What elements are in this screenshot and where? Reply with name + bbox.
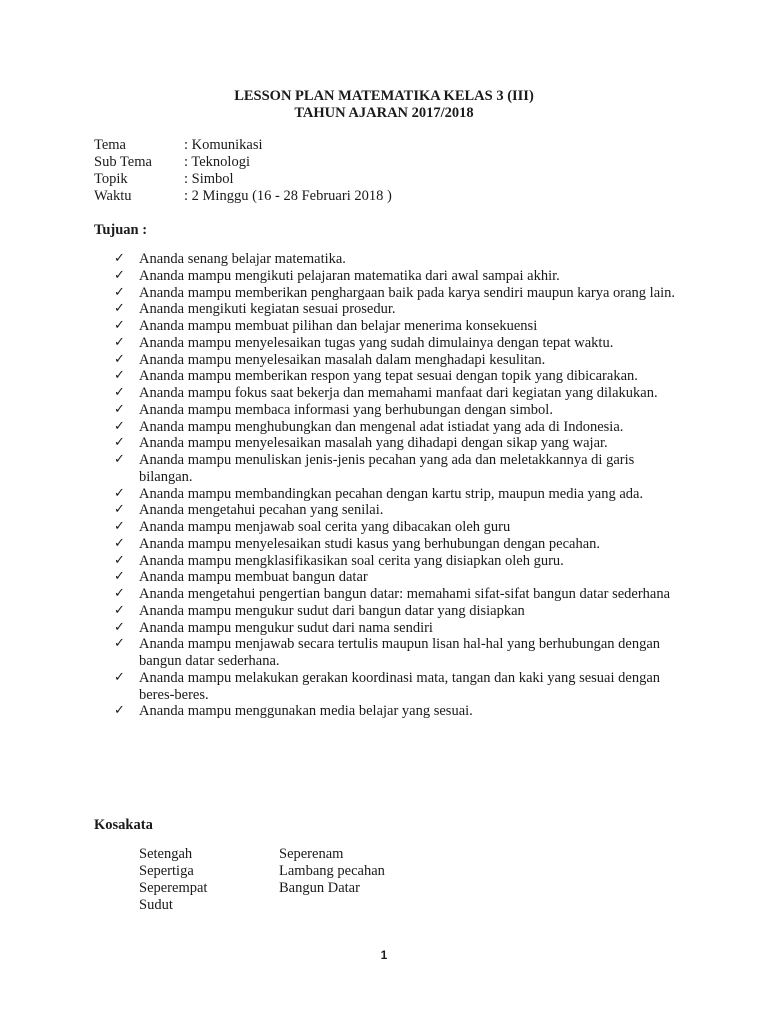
goal-item — [94, 502, 684, 519]
vocab-term: Bangun Datar — [279, 880, 360, 896]
goal-item — [94, 435, 684, 452]
goal-text: Ananda mampu menyelesaikan masalah dalam menghadapi kesulitan. — [139, 351, 546, 368]
tujuan-heading: Tujuan : — [94, 222, 148, 238]
meta-value: : Simbol — [184, 171, 234, 187]
checkmark-icon: ✓ — [114, 368, 125, 384]
checkmark-icon: ✓ — [114, 267, 125, 283]
goal-text: Ananda mampu menjawab secara tertulis maupun lisan hal-hal yang berhubungan dengan bangun datar sederhana. — [139, 636, 661, 669]
goal-item — [94, 318, 684, 335]
vocab-term: Sepertiga — [139, 863, 194, 879]
goal-text: Ananda mampu mengukur sudut dari bangun datar yang disiapkan — [139, 602, 525, 619]
goal-item — [94, 636, 684, 670]
goal-text: Ananda mengikuti kegiatan sesuai prosedur. — [139, 301, 396, 318]
goal-item — [94, 268, 684, 285]
goal-text: Ananda mampu mengukur sudut dari nama sendiri — [139, 619, 433, 636]
goal-text: Ananda mampu menjawab soal cerita yang dibacakan oleh guru — [139, 519, 511, 535]
meta-row-sub-tema — [94, 154, 392, 171]
checkmark-icon: ✓ — [114, 334, 125, 350]
meta-value: : Komunikasi — [184, 137, 263, 153]
goal-item — [94, 368, 684, 385]
goal-item — [94, 335, 684, 352]
goal-item — [94, 352, 684, 369]
checkmark-icon: ✓ — [114, 385, 125, 400]
goal-text: Ananda mampu fokus saat bekerja dan memahami manfaat dari kegiatan yang dilakukan. — [139, 385, 658, 401]
kosakata-heading: Kosakata — [94, 817, 153, 833]
goal-item — [94, 419, 684, 436]
goal-item — [94, 586, 684, 603]
checkmark-icon: ✓ — [114, 435, 125, 451]
vocab-term: Setengah — [139, 846, 193, 862]
goal-text: Ananda mampu menyelesaikan tugas yang sudah dimulainya dengan tepat waktu. — [139, 334, 614, 351]
goal-text: Ananda mampu melakukan gerakan koordinasi mata, tangan dan kaki yang sesuai dengan beres-beres. — [139, 669, 661, 703]
checkmark-icon: ✓ — [114, 318, 125, 333]
goal-text: Ananda mampu membandingkan pecahan dengan kartu strip, maupun media yang ada. — [139, 485, 644, 502]
goal-item — [94, 620, 684, 637]
goal-item — [94, 536, 684, 553]
checkmark-icon: ✓ — [114, 602, 125, 618]
goal-text: Ananda mengetahui pecahan yang senilai. — [139, 502, 384, 519]
vocab-term: Lambang pecahan — [279, 863, 385, 879]
goal-text: Ananda mampu memberikan penghargaan baik pada karya sendiri maupun karya orang lain. — [139, 284, 676, 301]
goal-item — [94, 251, 684, 268]
goal-text: Ananda mampu membuat bangun datar — [139, 569, 368, 586]
checkmark-icon: ✓ — [114, 485, 125, 501]
meta-value: : Teknologi — [184, 154, 250, 170]
checkmark-icon: ✓ — [114, 251, 125, 266]
checkmark-icon: ✓ — [114, 569, 125, 585]
goal-item — [94, 519, 684, 536]
goal-item — [94, 553, 684, 570]
goals-list — [94, 251, 684, 720]
goal-text: Ananda mampu membuat pilihan dan belajar menerima konsekuensi — [139, 318, 538, 334]
checkmark-icon: ✓ — [114, 452, 125, 467]
goal-item — [94, 603, 684, 620]
meta-key: Topik — [94, 171, 128, 187]
goal-text: Ananda mampu mengikuti pelajaran matematika dari awal sampai akhir. — [139, 267, 560, 284]
lesson-meta — [94, 137, 392, 205]
checkmark-icon: ✓ — [114, 619, 125, 635]
meta-row-tema — [94, 137, 392, 154]
checkmark-icon: ✓ — [114, 535, 125, 551]
vocab-term: Seperempat — [139, 880, 208, 896]
goal-item — [94, 486, 684, 503]
goal-item — [94, 670, 684, 704]
goal-text: Ananda mengetahui pengertian bangun datar: memahami sifat-sifat bangun datar sederhana — [139, 586, 671, 602]
meta-key: Tema — [94, 137, 126, 153]
vocab-list — [139, 846, 439, 914]
goal-text: Ananda mampu menuliskan jenis-jenis pecahan yang ada dan meletakkannya di garis bilangan. — [139, 452, 635, 485]
checkmark-icon: ✓ — [114, 301, 125, 317]
goal-item — [94, 452, 684, 486]
goal-text: Ananda mampu mengklasifikasikan soal cerita yang disiapkan oleh guru. — [139, 552, 564, 569]
title-line-1: LESSON PLAN MATEMATIKA KELAS 3 (III) — [234, 88, 534, 104]
vocab-term: Seperenam — [279, 846, 344, 862]
checkmark-icon: ✓ — [114, 519, 125, 534]
page-number: 1 — [380, 948, 388, 962]
goal-text: Ananda mampu menyelesaikan masalah yang dihadapi dengan sikap yang wajar. — [139, 435, 608, 452]
goal-text: Ananda mampu menyelesaikan studi kasus yang berhubungan dengan pecahan. — [139, 535, 601, 552]
vocab-term — [279, 897, 439, 914]
checkmark-icon: ✓ — [114, 586, 125, 601]
document-title — [0, 88, 768, 122]
meta-key: Waktu — [94, 188, 132, 204]
goal-item — [94, 703, 684, 720]
meta-value: : 2 Minggu (16 - 28 Februari 2018 ) — [184, 188, 392, 204]
checkmark-icon: ✓ — [114, 351, 125, 367]
goal-text: Ananda mampu membaca informasi yang berhubungan dengan simbol. — [139, 401, 553, 418]
title-line-2: TAHUN AJARAN 2017/2018 — [294, 105, 474, 121]
checkmark-icon: ✓ — [114, 284, 125, 300]
goal-item — [94, 402, 684, 419]
meta-key: Sub Tema — [94, 154, 152, 170]
goal-text: Ananda mampu menggunakan media belajar yang sesuai. — [139, 703, 473, 720]
goal-text: Ananda mampu memberikan respon yang tepat sesuai dengan topik yang dibicarakan. — [139, 368, 638, 385]
checkmark-icon: ✓ — [114, 636, 125, 652]
checkmark-icon: ✓ — [114, 401, 125, 417]
goal-item — [94, 569, 684, 586]
checkmark-icon: ✓ — [114, 703, 125, 719]
vocab-term: Sudut — [139, 897, 173, 913]
goal-text: Ananda senang belajar matematika. — [139, 251, 346, 267]
checkmark-icon: ✓ — [114, 669, 125, 685]
goal-text: Ananda mampu menghubungkan dan mengenal adat istiadat yang ada di Indonesia. — [139, 418, 624, 435]
goal-item — [94, 301, 684, 318]
checkmark-icon: ✓ — [114, 502, 125, 518]
goal-item — [94, 385, 684, 402]
meta-row-waktu — [94, 188, 392, 205]
checkmark-icon: ✓ — [114, 552, 125, 568]
meta-row-topik — [94, 171, 392, 188]
goal-item — [94, 285, 684, 302]
checkmark-icon: ✓ — [114, 418, 125, 434]
